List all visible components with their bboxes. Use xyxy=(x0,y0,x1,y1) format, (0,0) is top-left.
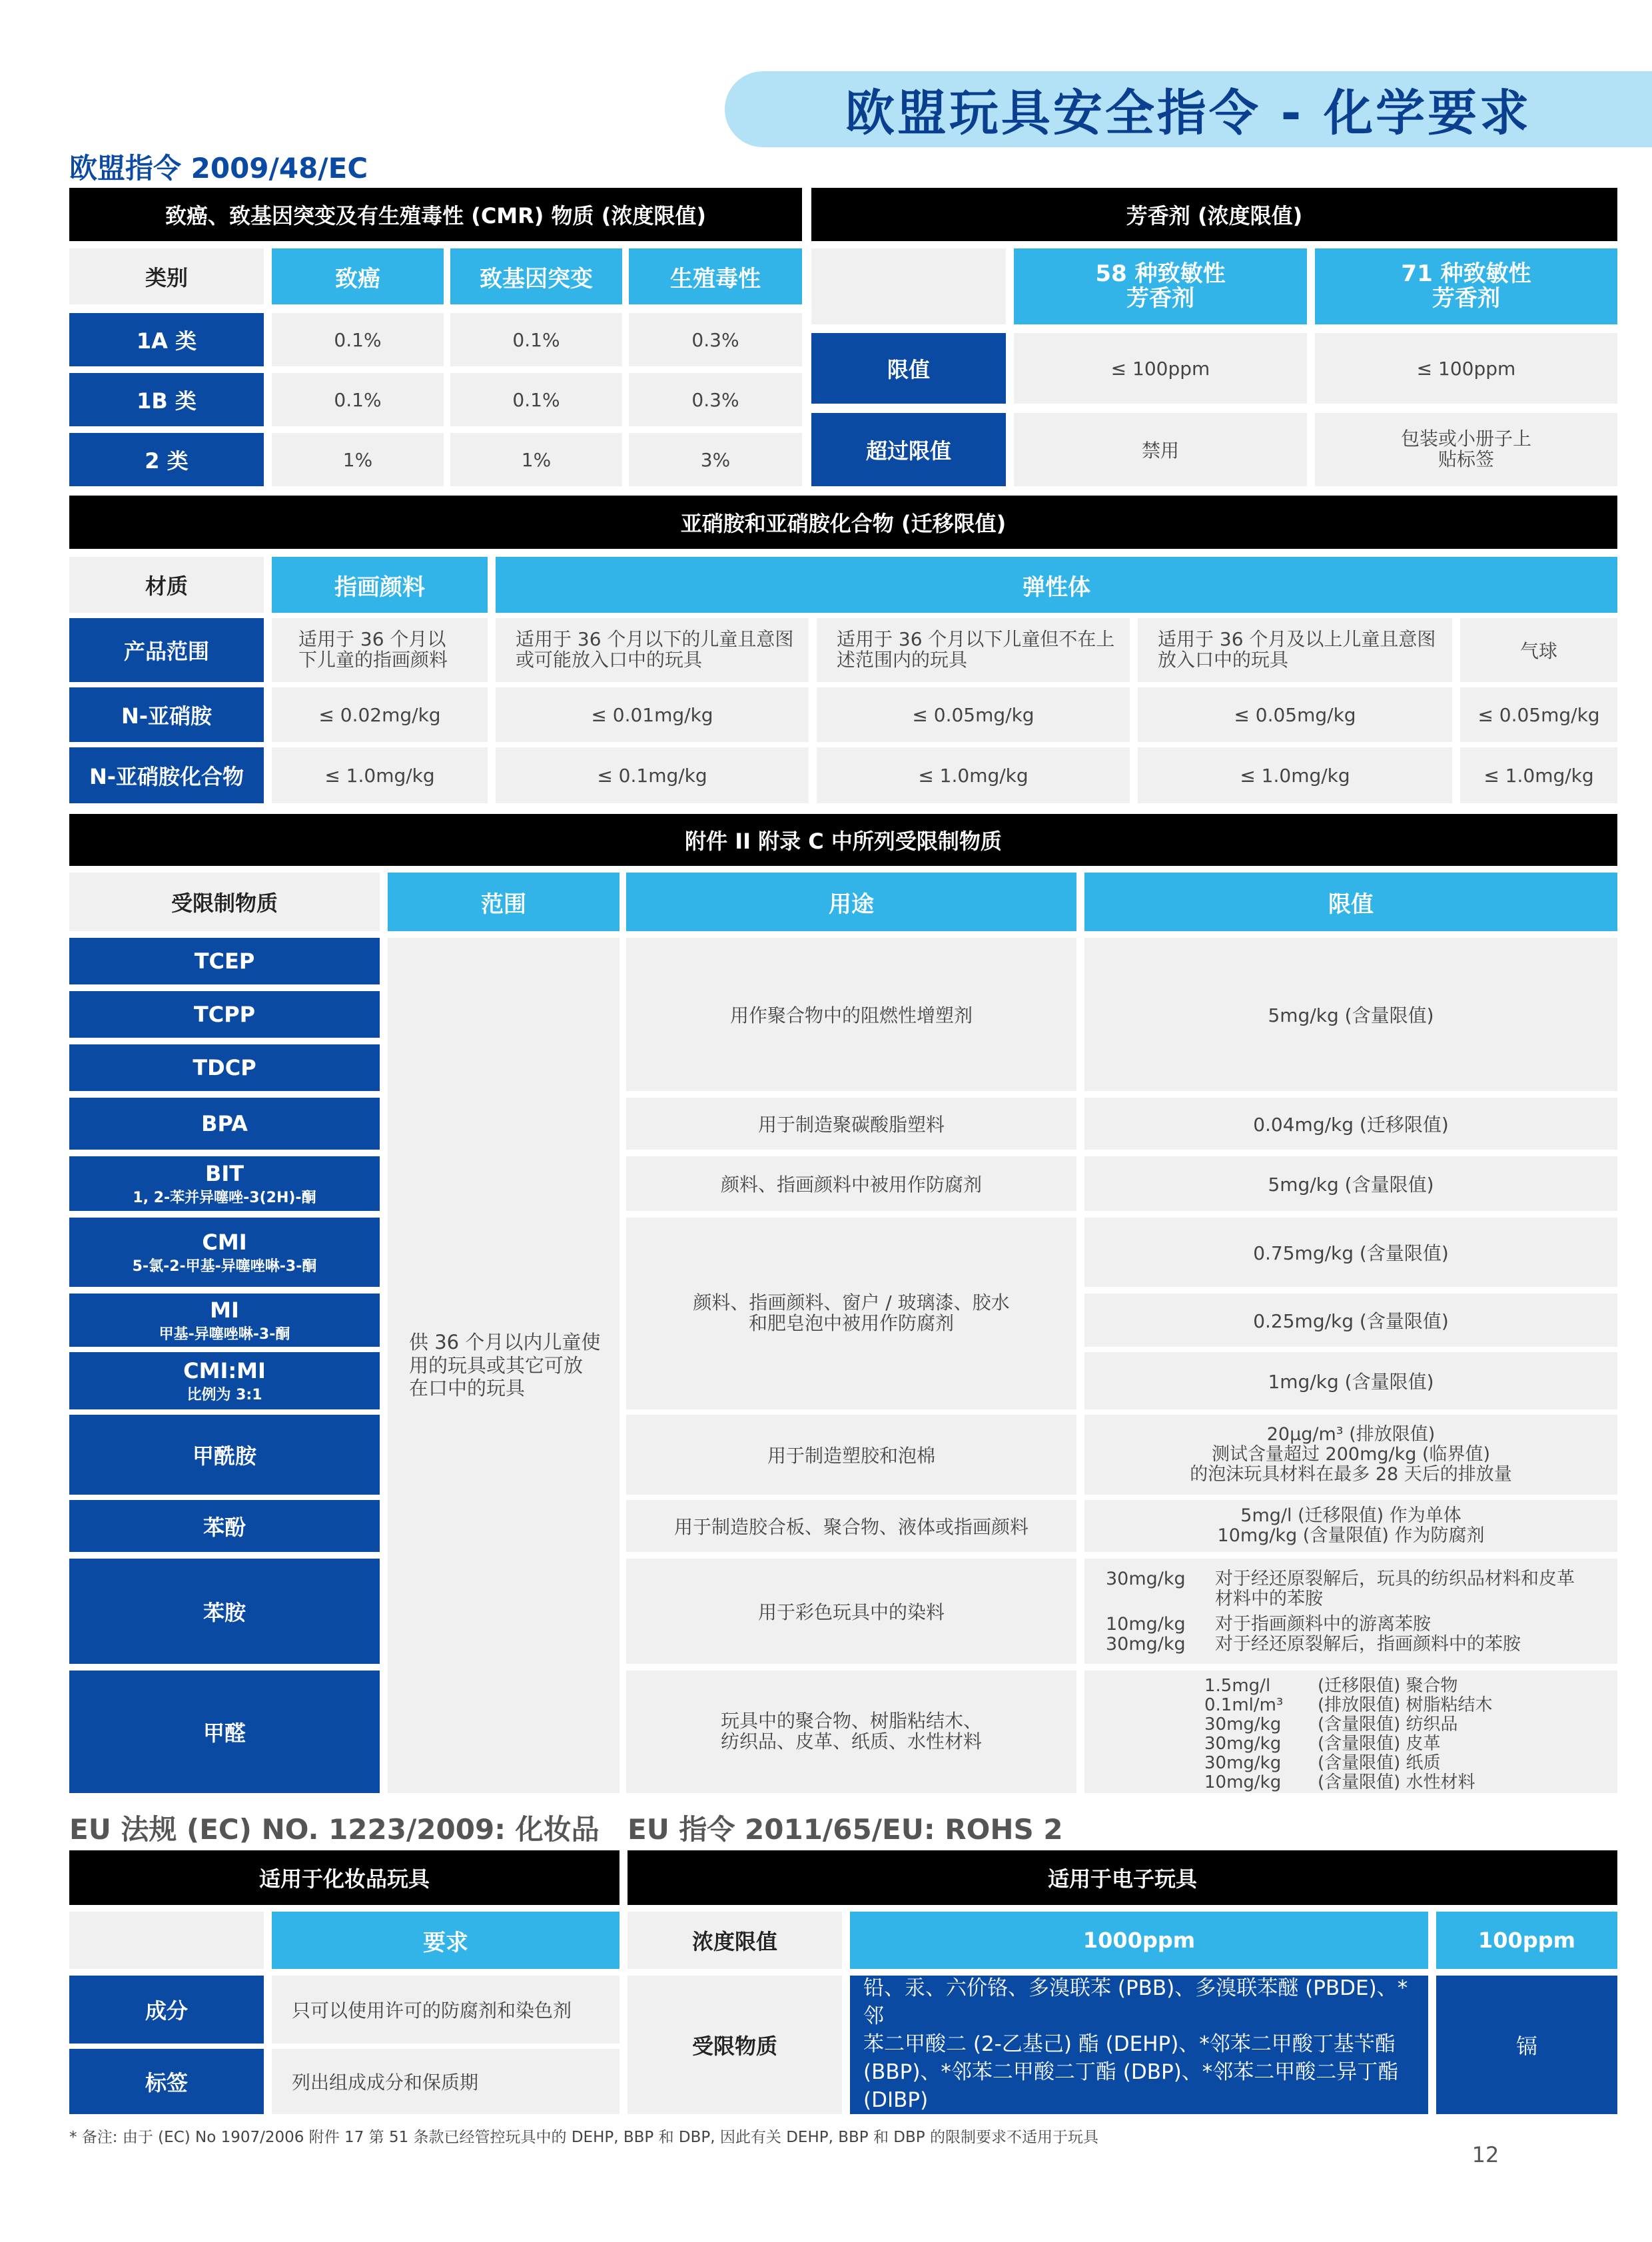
formaldehyde-desc: (含量限值) 纺织品 xyxy=(1318,1714,1458,1734)
nitrosamine-scope: 适用于 36 个月以 下儿童的指画颜料 xyxy=(272,618,488,682)
annex-limit: 5mg/l (迁移限值) 作为单体 10mg/kg (含量限值) 作为防腐剂 xyxy=(1084,1500,1617,1552)
substance-name: BIT xyxy=(205,1160,244,1186)
nitrosamine-scope: 适用于 36 个月及以上儿童且意图 放入口中的玩具 xyxy=(1138,618,1452,682)
cmr-cell: 0.3% xyxy=(629,373,802,426)
nitrosamine-cell: ≤ 0.05mg/kg xyxy=(817,687,1130,742)
aniline-desc: 对于经还原裂解后，玩具的纺织品材料和皮革 材料中的苯胺 xyxy=(1215,1569,1575,1609)
formaldehyde-value: 0.1ml/m³ xyxy=(1204,1695,1284,1715)
nitrosamine-cell: ≤ 0.05mg/kg xyxy=(1138,687,1452,742)
annex-limit: 0.04mg/kg (迁移限值) xyxy=(1084,1098,1617,1150)
annex-limit: 0.25mg/kg (含量限值) xyxy=(1084,1294,1617,1347)
nitrosamine-material-label: 材质 xyxy=(69,557,264,613)
formaldehyde-desc: (迁移限值) 聚合物 xyxy=(1318,1676,1458,1696)
fragrance-cell: ≤ 100ppm xyxy=(1315,333,1617,404)
formaldehyde-desc: (含量限值) 纸质 xyxy=(1318,1753,1441,1773)
annex-limit-header: 限值 xyxy=(1084,873,1617,931)
substance-chemical-name: 5-氯-2-甲基-异噻唑啉-3-酮 xyxy=(132,1258,317,1275)
annex-section-header: 附件 II 附录 C 中所列受限制物质 xyxy=(69,814,1617,866)
cmr-cell: 0.1% xyxy=(272,373,444,426)
nitrosamine-row-label: N-亚硝胺 xyxy=(69,687,264,742)
nitrosamine-cell: ≤ 1.0mg/kg xyxy=(817,747,1130,803)
cmr-row-label: 1A 类 xyxy=(69,313,264,366)
formaldehyde-value: 10mg/kg xyxy=(1204,1772,1282,1792)
cmr-cell: 0.1% xyxy=(450,313,622,366)
nitrosamine-cell: ≤ 1.0mg/kg xyxy=(272,747,488,803)
cmr-cell: 1% xyxy=(272,433,444,486)
rohs-substances-1000: 铅、汞、六价铬、多溴联苯 (PBB)、多溴联苯醚 (PBDE)、*邻 苯二甲酸二 (2-乙基己) 酯 (DEHP)、*邻苯二甲酸丁基苄酯 (BBP)、*邻苯二甲酸二丁酯 (DBP)、*邻苯二甲酸二异丁酯 (DIBP) xyxy=(850,1976,1428,2114)
page-title: 欧盟玩具安全指令 - 化学要求 xyxy=(845,85,1532,142)
aniline-desc: 对于指画颜料中的游离苯胺 xyxy=(1215,1614,1431,1635)
fragrance-cell: 包装或小册子上 贴标签 xyxy=(1315,413,1617,486)
cosmetics-row-label: 成分 xyxy=(69,1976,264,2044)
nitrosamine-section-header: 亚硝胺和亚硝胺化合物 (迁移限值) xyxy=(69,496,1617,549)
cosmetics-corner-cell xyxy=(69,1912,264,1969)
formaldehyde-desc: (含量限值) 水性材料 xyxy=(1318,1772,1475,1792)
nitrosamine-cell: ≤ 0.1mg/kg xyxy=(496,747,809,803)
annex-limit: 5mg/kg (含量限值) xyxy=(1084,938,1617,1091)
nitrosamine-scope-label: 产品范围 xyxy=(69,618,264,682)
aniline-value: 30mg/kg xyxy=(1106,1634,1186,1655)
aniline-value: 10mg/kg xyxy=(1106,1614,1186,1635)
annex-use: 用于彩色玩具中的染料 xyxy=(626,1559,1076,1664)
nitrosamine-cell: ≤ 0.02mg/kg xyxy=(272,687,488,742)
formaldehyde-value: 30mg/kg xyxy=(1204,1734,1282,1754)
substance-formaldehyde: 甲醛 xyxy=(69,1671,380,1793)
substance-name: CMI xyxy=(202,1229,247,1255)
formaldehyde-value: 30mg/kg xyxy=(1204,1753,1282,1773)
cmr-col-reproductive: 生殖毒性 xyxy=(629,248,802,304)
nitrosamine-scope: 适用于 36 个月以下儿童但不在上 述范围内的玩具 xyxy=(817,618,1130,682)
cosmetics-cell: 只可以使用许可的防腐剂和染色剂 xyxy=(272,1976,620,2044)
cmr-cell: 1% xyxy=(450,433,622,486)
cmr-row-label: 2 类 xyxy=(69,433,264,486)
substance-phenol: 苯酚 xyxy=(69,1500,380,1552)
formaldehyde-desc: (含量限值) 皮革 xyxy=(1318,1734,1441,1754)
fragrance-row-label: 限值 xyxy=(811,333,1006,404)
rohs-heading: EU 指令 2011/65/EU: ROHS 2 xyxy=(627,1813,1063,1846)
nitrosamine-row-label: N-亚硝胺化合物 xyxy=(69,747,264,803)
substance-aniline: 苯胺 xyxy=(69,1559,380,1664)
annex-use-header: 用途 xyxy=(626,873,1076,931)
cmr-col-carcinogenic: 致癌 xyxy=(272,248,444,304)
annex-use: 颜料、指画颜料中被用作防腐剂 xyxy=(626,1156,1076,1211)
rohs-substances-100: 镉 xyxy=(1436,1976,1617,2114)
cosmetics-cell: 列出组成成分和保质期 xyxy=(272,2049,620,2114)
substance-name: CMI:MI xyxy=(183,1357,266,1383)
cmr-cell: 0.1% xyxy=(272,313,444,366)
fragrance-corner-cell xyxy=(811,248,1006,324)
annex-limit-formaldehyde xyxy=(1084,1671,1617,1793)
substance-chemical-name: 1, 2-苯并异噻唑-3(2H)-酮 xyxy=(133,1189,316,1206)
fragrance-cell: 禁用 xyxy=(1014,413,1307,486)
annex-limit: 5mg/kg (含量限值) xyxy=(1084,1156,1617,1211)
substance-mi xyxy=(69,1294,380,1347)
annex-use: 用于制造塑胶和泡棉 xyxy=(626,1415,1076,1495)
cmr-cell: 0.3% xyxy=(629,313,802,366)
nitrosamine-cell: ≤ 1.0mg/kg xyxy=(1138,747,1452,803)
directive-heading: 欧盟指令 2009/48/EC xyxy=(69,152,368,185)
annex-use: 用作聚合物中的阻燃性增塑剂 xyxy=(626,938,1076,1091)
nitrosamine-cell: ≤ 0.05mg/kg xyxy=(1460,687,1617,742)
fragrance-row-label: 超过限值 xyxy=(811,413,1006,486)
annex-use: 用于制造聚碳酸脂塑料 xyxy=(626,1098,1076,1150)
nitrosamine-scope: 适用于 36 个月以下的儿童且意图 或可能放入口中的玩具 xyxy=(496,618,809,682)
substance-tcep: TCEP xyxy=(69,938,380,984)
fragrance-cell: ≤ 100ppm xyxy=(1014,333,1307,404)
substance-cmi xyxy=(69,1218,380,1287)
annex-use: 用于制造胶合板、聚合物、液体或指画颜料 xyxy=(626,1500,1076,1552)
annex-use: 颜料、指画颜料、窗户 / 玻璃漆、胶水 和肥皂泡中被用作防腐剂 xyxy=(626,1218,1076,1409)
annex-substance-header: 受限制物质 xyxy=(69,873,380,931)
cmr-cell: 0.1% xyxy=(450,373,622,426)
substance-cmi-mi xyxy=(69,1352,380,1409)
cosmetics-heading: EU 法规 (EC) NO. 1223/2009: 化妆品 xyxy=(69,1813,600,1846)
substance-bpa: BPA xyxy=(69,1098,380,1150)
fragrance-col-58: 58 种致敏性 芳香剂 xyxy=(1014,248,1307,324)
annex-limit: 20μg/m³ (排放限值) 测试含量超过 200mg/kg (临界值) 的泡沫玩具材料在最多 28 天后的排放量 xyxy=(1084,1415,1617,1495)
fragrance-section-header: 芳香剂 (浓度限值) xyxy=(811,188,1617,241)
nitrosamine-finger-paint: 指画颜料 xyxy=(272,557,488,613)
substance-tdcp: TDCP xyxy=(69,1044,380,1091)
annex-scope-header: 范围 xyxy=(388,873,620,931)
annex-limit: 1mg/kg (含量限值) xyxy=(1084,1352,1617,1409)
annex-use: 玩具中的聚合物、树脂粘结木、 纺织品、皮革、纸质、水性材料 xyxy=(626,1671,1076,1793)
rohs-substance-label: 受限物质 xyxy=(627,1976,842,2114)
cmr-category-label: 类别 xyxy=(69,248,264,304)
cosmetics-section-header: 适用于化妆品玩具 xyxy=(69,1850,620,1905)
substance-chemical-name: 比例为 3:1 xyxy=(187,1386,262,1403)
annex-limit-aniline xyxy=(1084,1559,1617,1664)
rohs-conc-label: 浓度限值 xyxy=(627,1912,842,1969)
footnote: * 备注: 由于 (EC) No 1907/2006 附件 17 第 51 条款已经管控玩具中的 DEHP, BBP 和 DBP, 因此有关 DEHP, BBP 和 DBP 的限制要求不适用于玩具 xyxy=(69,2128,1098,2146)
cosmetics-row-label: 标签 xyxy=(69,2049,264,2114)
annex-limit: 0.75mg/kg (含量限值) xyxy=(1084,1218,1617,1287)
rohs-limit-1000: 1000ppm xyxy=(850,1912,1428,1969)
cmr-cell: 3% xyxy=(629,433,802,486)
nitrosamine-scope: 气球 xyxy=(1460,618,1617,682)
substance-chemical-name: 甲基-异噻唑啉-3-酮 xyxy=(159,1325,290,1343)
fragrance-col-71: 71 种致敏性 芳香剂 xyxy=(1315,248,1617,324)
substance-formamide: 甲酰胺 xyxy=(69,1415,380,1495)
cosmetics-req-header: 要求 xyxy=(272,1912,620,1969)
substance-tcpp: TCPP xyxy=(69,991,380,1038)
cmr-row-label: 1B 类 xyxy=(69,373,264,426)
formaldehyde-value: 1.5mg/l xyxy=(1204,1676,1271,1696)
nitrosamine-elastomer: 弹性体 xyxy=(496,557,1617,613)
nitrosamine-cell: ≤ 1.0mg/kg xyxy=(1460,747,1617,803)
nitrosamine-cell: ≤ 0.01mg/kg xyxy=(496,687,809,742)
substance-name: MI xyxy=(210,1297,239,1323)
aniline-desc: 对于经还原裂解后，指画颜料中的苯胺 xyxy=(1215,1634,1521,1655)
rohs-limit-100: 100ppm xyxy=(1436,1912,1617,1969)
rohs-section-header: 适用于电子玩具 xyxy=(627,1850,1617,1905)
aniline-value: 30mg/kg xyxy=(1106,1569,1186,1589)
formaldehyde-desc: (排放限值) 树脂粘结木 xyxy=(1318,1695,1493,1715)
page-number: 12 xyxy=(1471,2142,1499,2167)
cmr-section-header: 致癌、致基因突变及有生殖毒性 (CMR) 物质 (浓度限值) xyxy=(69,188,802,241)
formaldehyde-value: 30mg/kg xyxy=(1204,1714,1282,1734)
substance-bit xyxy=(69,1156,380,1211)
cmr-col-mutagenic: 致基因突变 xyxy=(450,248,622,304)
annex-scope-text: 供 36 个月以内儿童使 用的玩具或其它可放 在口中的玩具 xyxy=(388,938,620,1793)
